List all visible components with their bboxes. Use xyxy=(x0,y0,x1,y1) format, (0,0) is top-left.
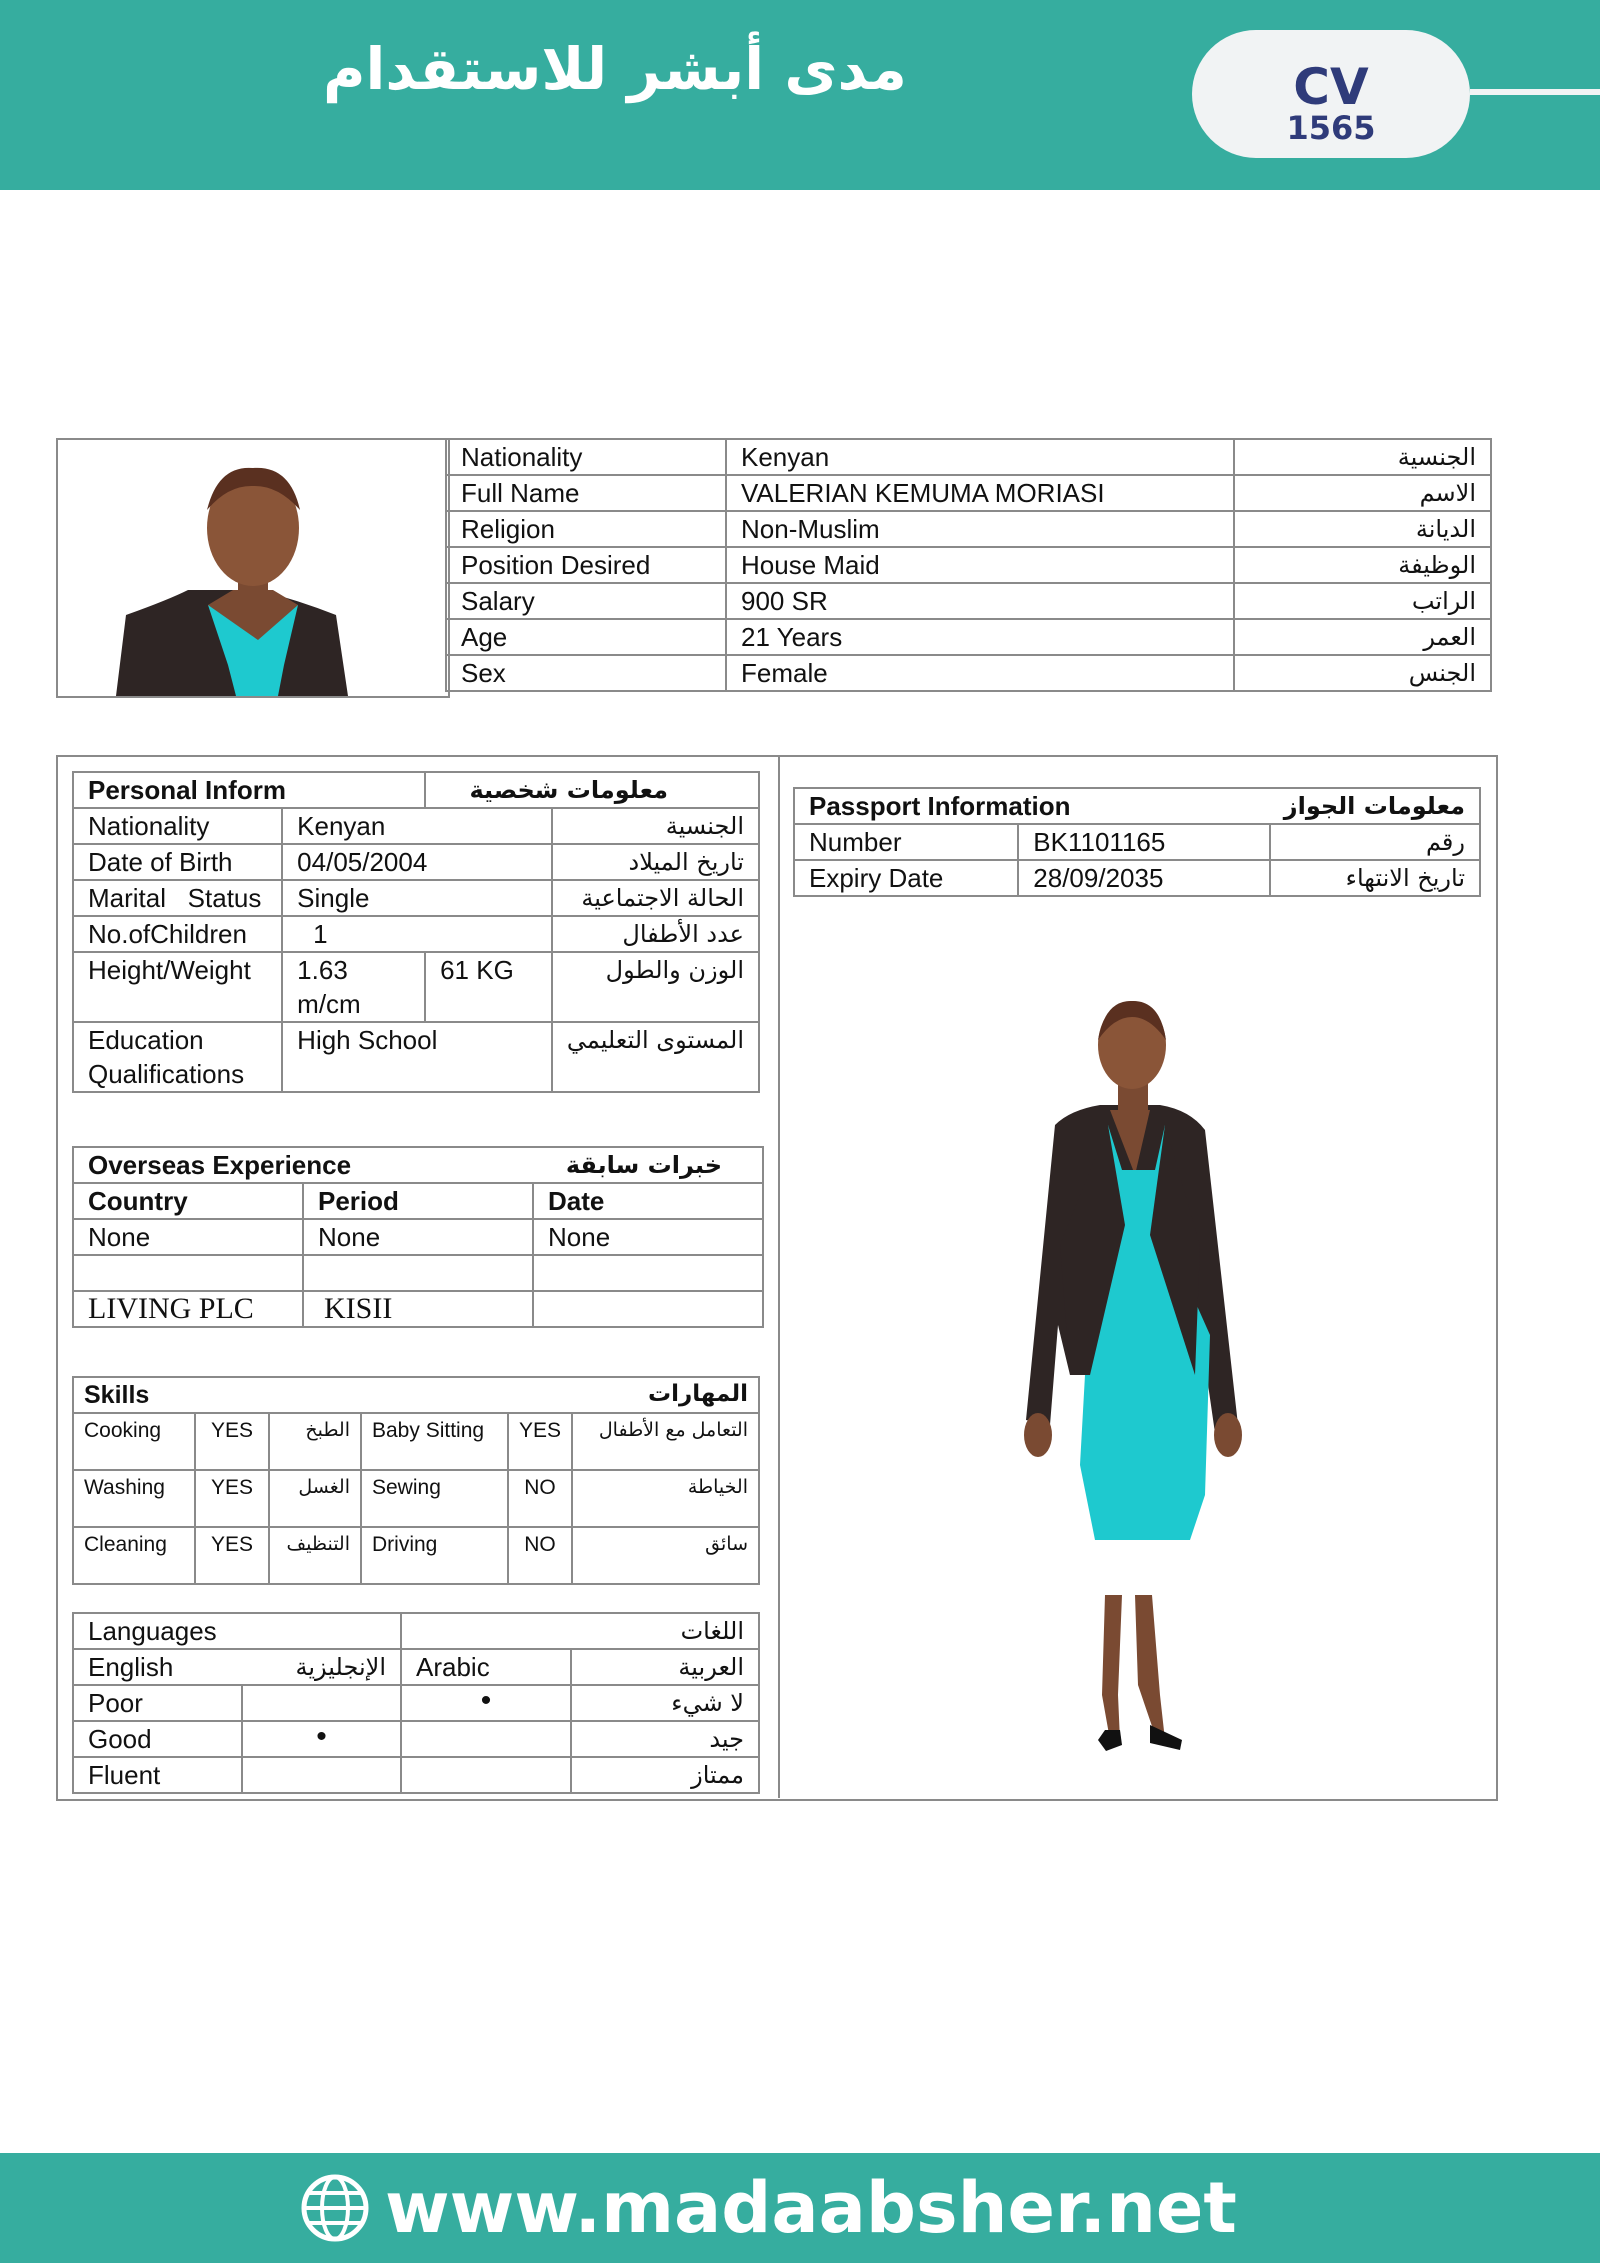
skill-name: Cooking xyxy=(73,1413,195,1470)
skill-name: Driving xyxy=(361,1527,508,1584)
header-line xyxy=(1470,89,1600,95)
education-value: High School xyxy=(282,1022,552,1092)
personal-title-ar: معلومات شخصية xyxy=(425,772,759,808)
level-poor: Poor xyxy=(73,1685,242,1721)
languages-title: Languages xyxy=(73,1613,401,1649)
summary-label-ar: الراتب xyxy=(1234,583,1491,619)
skills-title-ar: المهارات xyxy=(361,1377,759,1413)
level-poor-ar: لا شيء xyxy=(571,1685,759,1721)
passport-table xyxy=(793,787,1481,897)
overseas-country: None xyxy=(73,1219,303,1255)
dob-label-ar: تاريخ الميلاد xyxy=(552,844,759,880)
overseas-empty-cell xyxy=(533,1291,763,1327)
summary-value: 900 SR xyxy=(726,583,1234,619)
height-weight-label-ar: الوزن والطول xyxy=(552,952,759,1022)
skill-value: YES xyxy=(195,1527,269,1584)
skill-value: YES xyxy=(195,1470,269,1527)
skill-name-ar: الخياطة xyxy=(572,1470,759,1527)
summary-value: VALERIAN KEMUMA MORIASI xyxy=(726,475,1234,511)
passport-number-label: Number xyxy=(794,824,1018,860)
summary-label: Religion xyxy=(446,511,726,547)
agency-title: مدى أبشر للاستقدام xyxy=(323,35,907,103)
weight-value: 61 KG xyxy=(425,952,552,1022)
education-label xyxy=(73,1022,282,1092)
skill-value: NO xyxy=(508,1470,572,1527)
summary-label-ar: الجنس xyxy=(1234,655,1491,691)
cv-badge xyxy=(1192,30,1470,158)
skill-value: NO xyxy=(508,1527,572,1584)
skill-row xyxy=(73,1470,759,1527)
skill-name: Washing xyxy=(73,1470,195,1527)
summary-row xyxy=(446,547,1491,583)
level-fluent: Fluent xyxy=(73,1757,242,1793)
marital-value: Single xyxy=(282,880,552,916)
level-good-ar: جيد xyxy=(571,1721,759,1757)
headshot-frame xyxy=(56,438,450,698)
overseas-title-ar: خبرات سابقة xyxy=(533,1147,763,1183)
summary-label-ar: الاسم xyxy=(1234,475,1491,511)
education-label-line2: Qualifications xyxy=(88,1059,245,1089)
skill-row xyxy=(73,1527,759,1584)
website-link[interactable]: www.madaabsher.net xyxy=(385,2167,1237,2249)
height-cell xyxy=(282,952,425,1022)
summary-row xyxy=(446,619,1491,655)
summary-row xyxy=(446,511,1491,547)
languages-table xyxy=(72,1612,760,1794)
overseas-header-period: Period xyxy=(303,1183,533,1219)
english-fluent-mark xyxy=(242,1757,401,1793)
summary-row xyxy=(446,439,1491,475)
summary-table xyxy=(445,438,1492,692)
arabic-fluent-mark xyxy=(401,1757,571,1793)
summary-row xyxy=(446,475,1491,511)
english-good-mark: • xyxy=(242,1721,401,1757)
overseas-date: None xyxy=(533,1219,763,1255)
children-label: No.ofChildren xyxy=(73,916,282,952)
skill-value: YES xyxy=(195,1413,269,1470)
overseas-header-country: Country xyxy=(73,1183,303,1219)
nationality-label-ar: الجنسية xyxy=(552,808,759,844)
dob-value: 04/05/2004 xyxy=(282,844,552,880)
level-fluent-ar: ممتاز xyxy=(571,1757,759,1793)
cv-number: 1565 xyxy=(1286,109,1376,147)
footer-bar xyxy=(0,2153,1600,2263)
nationality-label: Nationality xyxy=(73,808,282,844)
overseas-empty-cell xyxy=(73,1255,303,1291)
overseas-empty-cell xyxy=(533,1255,763,1291)
headshot-photo xyxy=(58,440,448,696)
passport-expiry-label: Expiry Date xyxy=(794,860,1018,896)
lang-arabic-ar: العربية xyxy=(571,1649,759,1685)
overseas-period: None xyxy=(303,1219,533,1255)
personal-title: Personal Inform xyxy=(73,772,425,808)
globe-icon xyxy=(300,2173,370,2243)
summary-label-ar: الديانة xyxy=(1234,511,1491,547)
overseas-header-date: Date xyxy=(533,1183,763,1219)
arabic-good-mark xyxy=(401,1721,571,1757)
summary-label: Full Name xyxy=(446,475,726,511)
summary-label: Nationality xyxy=(446,439,726,475)
overseas-table xyxy=(72,1146,764,1328)
arabic-poor-mark: • xyxy=(401,1685,571,1721)
passport-number-value: BK1101165 xyxy=(1018,824,1270,860)
height-unit: m/cm xyxy=(297,989,361,1019)
skill-name: Cleaning xyxy=(73,1527,195,1584)
passport-expiry-value: 28/09/2035 xyxy=(1018,860,1270,896)
summary-value: Female xyxy=(726,655,1234,691)
overseas-empty-cell xyxy=(303,1255,533,1291)
skill-name-ar: التنظيف xyxy=(269,1527,361,1584)
lang-english: English xyxy=(73,1649,242,1685)
summary-value: Non-Muslim xyxy=(726,511,1234,547)
skill-name-ar: الطبخ xyxy=(269,1413,361,1470)
skills-table xyxy=(72,1376,760,1585)
summary-label: Sex xyxy=(446,655,726,691)
dob-label: Date of Birth xyxy=(73,844,282,880)
lang-arabic: Arabic xyxy=(401,1649,571,1685)
column-divider xyxy=(778,756,780,1798)
passport-title-ar: معلومات الجواز xyxy=(1270,788,1480,824)
level-good: Good xyxy=(73,1721,242,1757)
skill-name-ar: سائق xyxy=(572,1527,759,1584)
summary-value: Kenyan xyxy=(726,439,1234,475)
children-label-ar: عدد الأطفال xyxy=(552,916,759,952)
summary-row xyxy=(446,583,1491,619)
passport-expiry-label-ar: تاريخ الانتهاء xyxy=(1270,860,1480,896)
personal-info-table xyxy=(72,771,760,1093)
height-value: 1.63 xyxy=(297,955,348,985)
summary-value: 21 Years xyxy=(726,619,1234,655)
overseas-employer: LIVING PLC xyxy=(73,1291,303,1327)
summary-label: Position Desired xyxy=(446,547,726,583)
marital-label: Marital Status xyxy=(73,880,282,916)
overseas-title: Overseas Experience xyxy=(73,1147,533,1183)
children-value: 1 xyxy=(282,916,552,952)
summary-label: Age xyxy=(446,619,726,655)
skill-name-ar: التعامل مع الأطفال xyxy=(572,1413,759,1470)
cv-label: CV xyxy=(1293,58,1369,116)
marital-label-ar: الحالة الاجتماعية xyxy=(552,880,759,916)
passport-number-label-ar: رقم xyxy=(1270,824,1480,860)
skills-title: Skills xyxy=(73,1377,361,1413)
overseas-location: KISII xyxy=(303,1291,533,1327)
summary-label-ar: العمر xyxy=(1234,619,1491,655)
summary-label: Salary xyxy=(446,583,726,619)
skill-value: YES xyxy=(508,1413,572,1470)
skill-name-ar: الغسل xyxy=(269,1470,361,1527)
english-poor-mark xyxy=(242,1685,401,1721)
full-body-photo xyxy=(1010,995,1250,1755)
education-label-line1: Education xyxy=(88,1025,204,1055)
nationality-value: Kenyan xyxy=(282,808,552,844)
skill-row xyxy=(73,1413,759,1470)
height-weight-label: Height/Weight xyxy=(73,952,282,1022)
summary-value: House Maid xyxy=(726,547,1234,583)
summary-row xyxy=(446,655,1491,691)
skill-name: Baby Sitting xyxy=(361,1413,508,1470)
skill-name: Sewing xyxy=(361,1470,508,1527)
header-bar xyxy=(0,0,1600,190)
languages-title-ar: اللغات xyxy=(401,1613,759,1649)
summary-label-ar: الوظيفة xyxy=(1234,547,1491,583)
summary-label-ar: الجنسية xyxy=(1234,439,1491,475)
education-label-ar: المستوى التعليمي xyxy=(552,1022,759,1092)
lang-english-ar: الإنجليزية xyxy=(242,1649,401,1685)
passport-title: Passport Information xyxy=(794,788,1270,824)
